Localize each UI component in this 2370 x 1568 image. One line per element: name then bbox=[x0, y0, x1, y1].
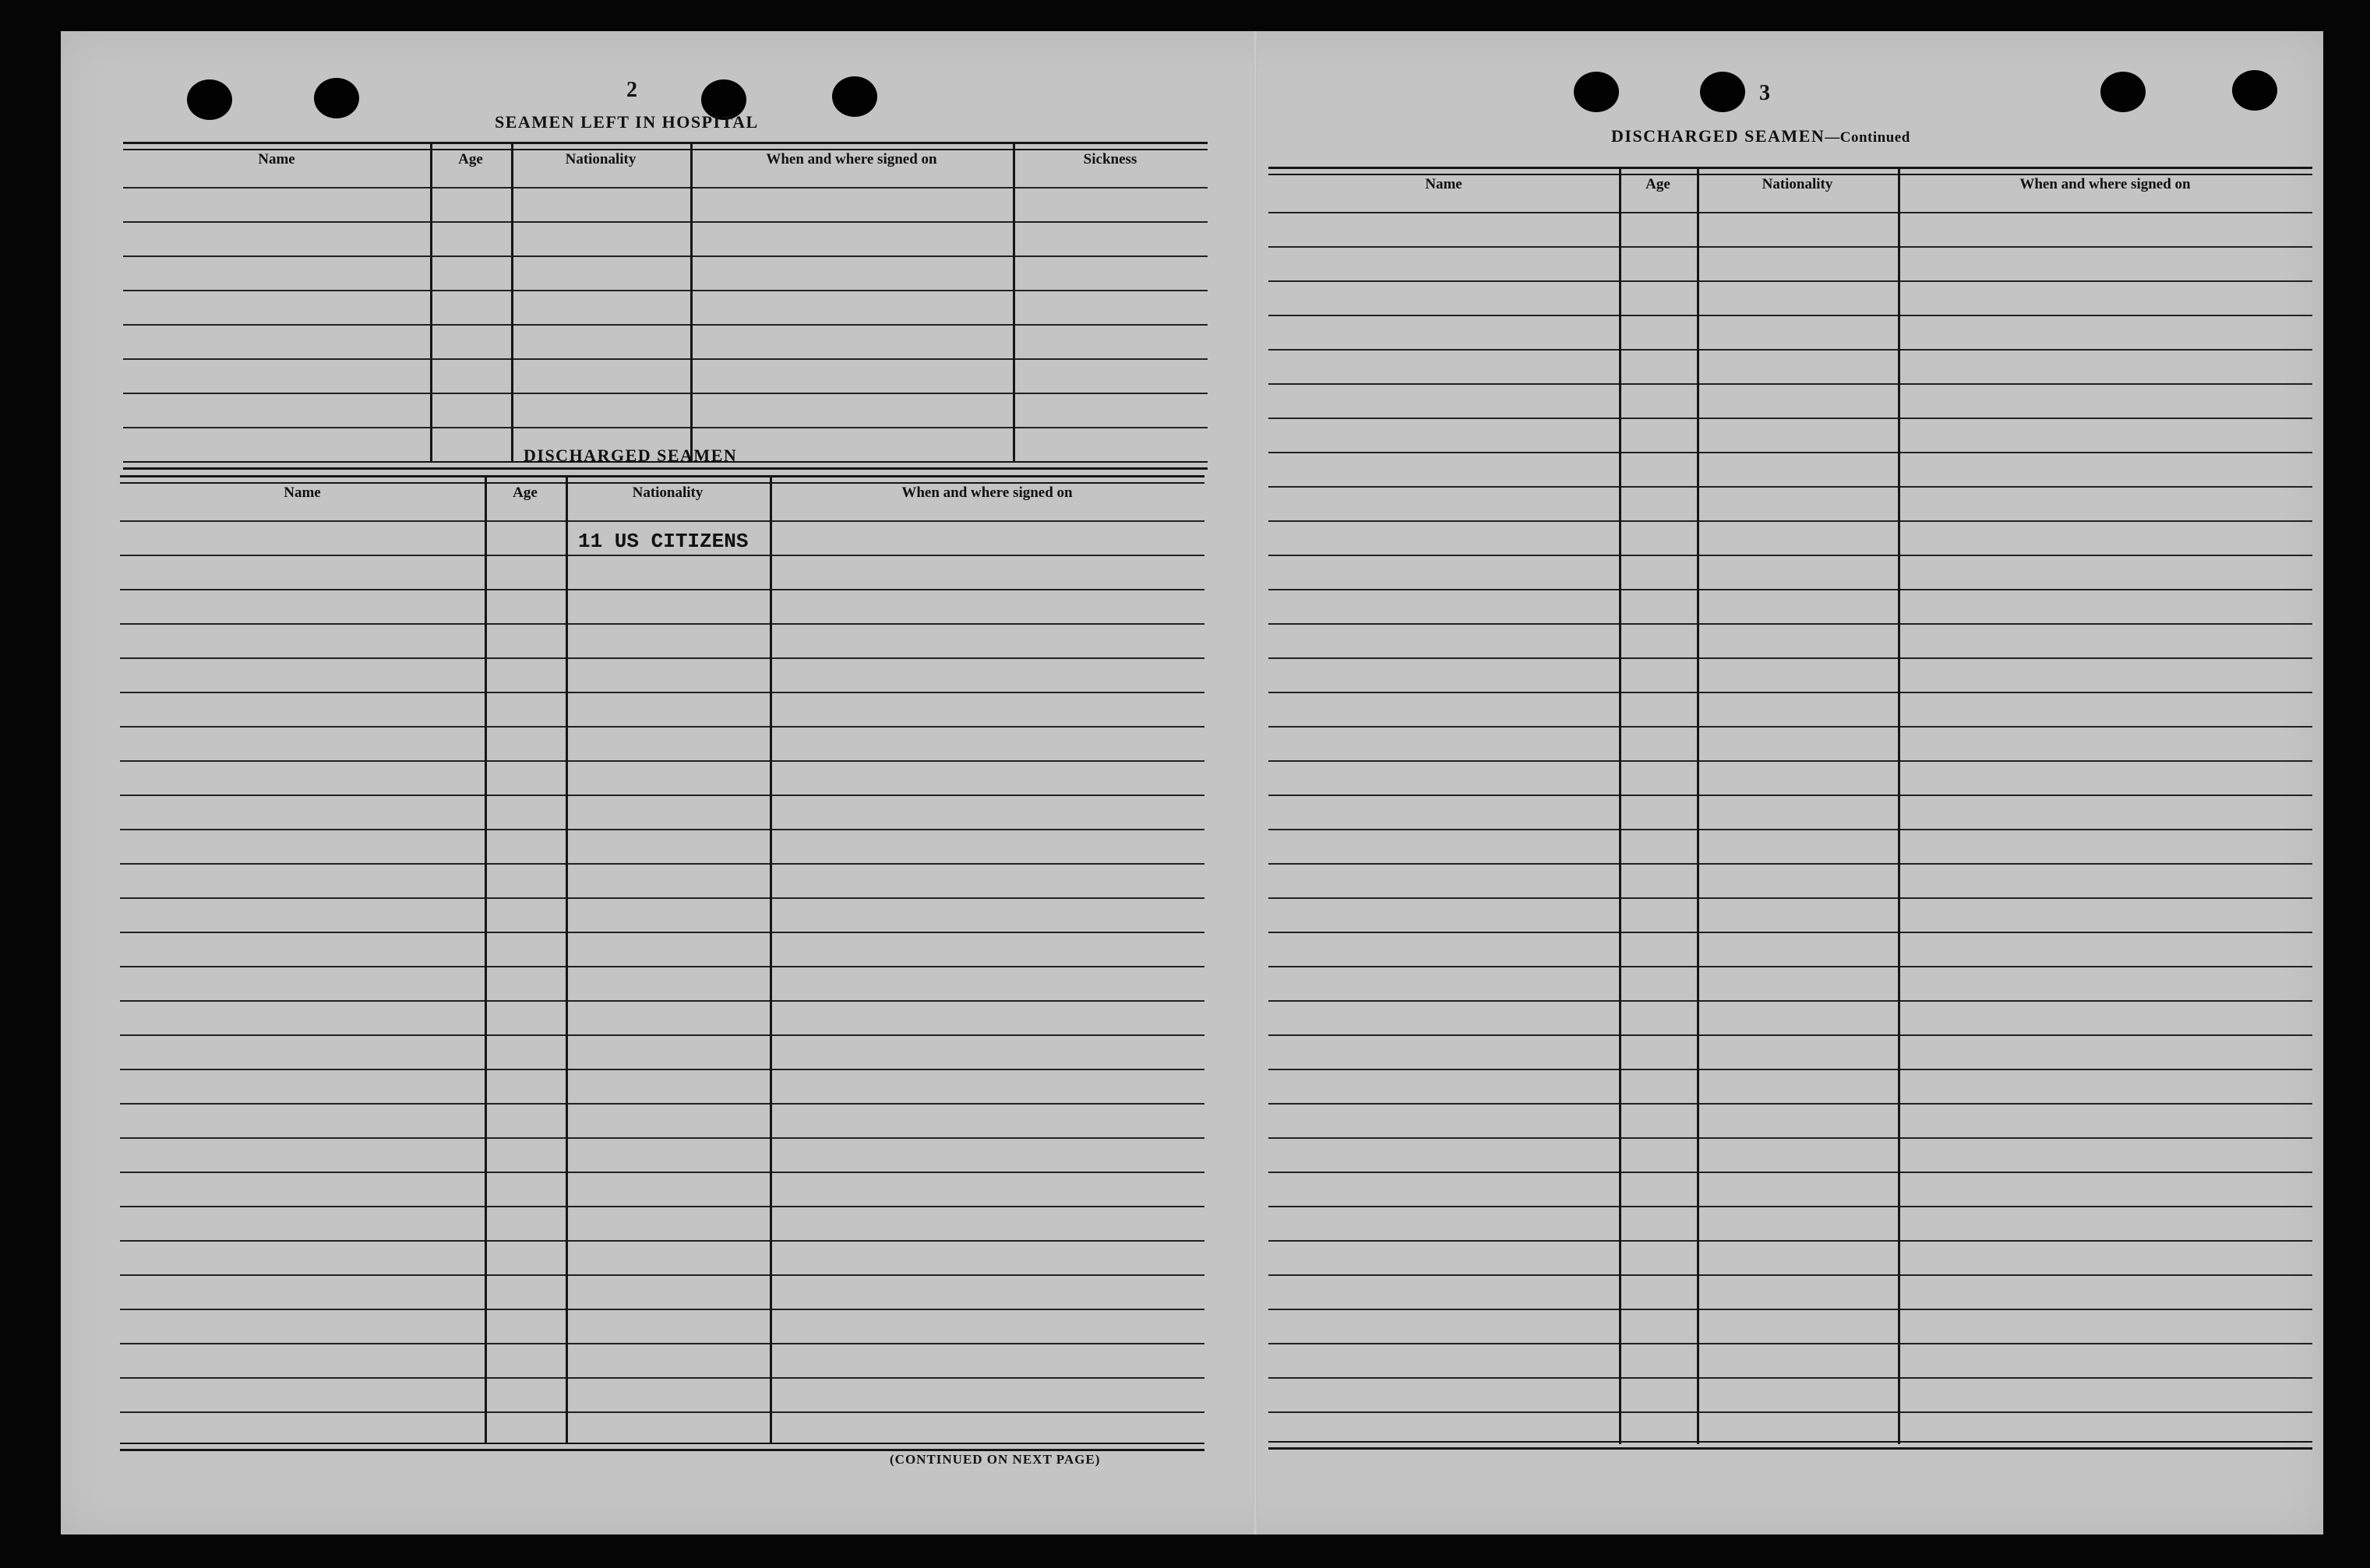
row-line bbox=[120, 555, 1204, 556]
row-line bbox=[123, 187, 1208, 189]
row-line bbox=[120, 1377, 1204, 1379]
hospital-section-title: SEAMEN LEFT IN HOSPITAL bbox=[495, 112, 759, 132]
row-line bbox=[1268, 1069, 2312, 1070]
row-line bbox=[1268, 1034, 2312, 1036]
page-number-left: 2 bbox=[626, 78, 637, 102]
row-line bbox=[120, 1000, 1204, 1002]
row-line bbox=[120, 829, 1204, 830]
discharged-section-title: DISCHARGED SEAMEN bbox=[524, 446, 738, 465]
row-line bbox=[1268, 692, 2312, 693]
column-header-name: Name bbox=[1425, 176, 1462, 192]
row-line bbox=[1268, 1240, 2312, 1242]
column-divider bbox=[770, 475, 772, 1444]
row-line bbox=[1268, 418, 2312, 419]
column-header-name: Name bbox=[284, 484, 321, 501]
row-line bbox=[1268, 1000, 2312, 1002]
row-line bbox=[1268, 383, 2312, 385]
row-line bbox=[1268, 657, 2312, 659]
title-text: DISCHARGED SEAMEN bbox=[1611, 126, 1825, 146]
column-header-nationality: Nationality bbox=[1762, 176, 1833, 192]
column-divider bbox=[430, 142, 432, 463]
nationality-entry: 11 US CITIZENS bbox=[578, 530, 749, 553]
row-line bbox=[1268, 829, 2312, 830]
row-line bbox=[120, 1309, 1204, 1310]
row-line bbox=[120, 897, 1204, 899]
row-line bbox=[120, 1069, 1204, 1070]
table-top-rule bbox=[123, 142, 1208, 150]
column-header-nationality: Nationality bbox=[632, 484, 704, 501]
row-line bbox=[1268, 315, 2312, 316]
document-sheet bbox=[61, 31, 2323, 1535]
column-divider bbox=[1697, 167, 1699, 1444]
column-header-age: Age bbox=[513, 484, 538, 501]
row-line bbox=[120, 623, 1204, 625]
column-divider bbox=[690, 142, 693, 463]
row-line bbox=[120, 1274, 1204, 1276]
row-line bbox=[120, 692, 1204, 693]
row-line bbox=[123, 427, 1208, 428]
row-line bbox=[1268, 1343, 2312, 1344]
row-line bbox=[123, 221, 1208, 223]
row-line bbox=[120, 932, 1204, 933]
column-header-signed-on: When and where signed on bbox=[901, 484, 1073, 501]
row-line bbox=[1268, 349, 2312, 351]
punch-hole bbox=[2232, 70, 2277, 111]
row-line bbox=[120, 1034, 1204, 1036]
row-line bbox=[1268, 452, 2312, 453]
row-line bbox=[120, 1343, 1204, 1344]
discharged-table-right bbox=[1268, 167, 2312, 1444]
punch-hole bbox=[832, 76, 877, 117]
row-line bbox=[120, 589, 1204, 590]
column-header-signed-on: When and where signed on bbox=[766, 151, 937, 167]
row-line bbox=[120, 1411, 1204, 1413]
row-line bbox=[123, 358, 1208, 360]
row-line bbox=[1268, 897, 2312, 899]
row-line bbox=[1268, 726, 2312, 728]
row-line bbox=[123, 393, 1208, 394]
row-line bbox=[1268, 623, 2312, 625]
row-line bbox=[123, 324, 1208, 326]
row-line bbox=[120, 726, 1204, 728]
row-line bbox=[120, 657, 1204, 659]
column-header-sickness: Sickness bbox=[1083, 151, 1137, 167]
row-line bbox=[1268, 760, 2312, 762]
column-divider bbox=[1013, 142, 1015, 463]
row-line bbox=[1268, 1137, 2312, 1139]
row-line bbox=[1268, 863, 2312, 865]
row-line bbox=[1268, 932, 2312, 933]
row-line bbox=[1268, 1377, 2312, 1379]
table-bottom-rule bbox=[120, 1443, 1204, 1451]
row-line bbox=[1268, 555, 2312, 556]
table-top-rule bbox=[1268, 167, 2312, 175]
row-line bbox=[1268, 589, 2312, 590]
row-line bbox=[1268, 486, 2312, 488]
row-line bbox=[123, 290, 1208, 291]
row-line bbox=[1268, 1103, 2312, 1105]
row-line bbox=[120, 1172, 1204, 1173]
punch-hole bbox=[1700, 72, 1745, 112]
page-number-right: 3 bbox=[1759, 81, 1770, 105]
row-line bbox=[123, 255, 1208, 257]
row-line bbox=[120, 520, 1204, 522]
column-header-age: Age bbox=[458, 151, 483, 167]
row-line bbox=[120, 1206, 1204, 1207]
row-line bbox=[120, 1103, 1204, 1105]
table-bottom-rule bbox=[1268, 1441, 2312, 1450]
row-line bbox=[1268, 246, 2312, 248]
punch-hole bbox=[2100, 72, 2146, 112]
center-fold bbox=[1253, 31, 1257, 1535]
row-line bbox=[120, 795, 1204, 796]
row-line bbox=[1268, 1411, 2312, 1413]
table-top-rule bbox=[120, 475, 1204, 484]
discharged-continued-title bbox=[1611, 126, 1910, 146]
column-divider bbox=[511, 142, 513, 463]
column-divider bbox=[566, 475, 568, 1444]
punch-hole bbox=[314, 78, 359, 118]
row-line bbox=[120, 966, 1204, 967]
column-divider bbox=[1619, 167, 1621, 1444]
row-line bbox=[1268, 1206, 2312, 1207]
row-line bbox=[1268, 1309, 2312, 1310]
row-line bbox=[120, 863, 1204, 865]
row-line bbox=[1268, 280, 2312, 282]
row-line bbox=[1268, 520, 2312, 522]
hospital-table bbox=[123, 142, 1208, 467]
row-line bbox=[1268, 1274, 2312, 1276]
row-line bbox=[1268, 212, 2312, 213]
column-header-name: Name bbox=[258, 151, 295, 167]
row-line bbox=[1268, 795, 2312, 796]
punch-hole bbox=[1574, 72, 1619, 112]
discharged-table-left bbox=[120, 475, 1204, 1464]
row-line bbox=[120, 760, 1204, 762]
column-header-age: Age bbox=[1645, 176, 1670, 192]
column-header-signed-on: When and where signed on bbox=[2019, 176, 2191, 192]
column-divider bbox=[1898, 167, 1900, 1444]
column-divider bbox=[485, 475, 487, 1444]
punch-hole bbox=[187, 79, 232, 120]
column-header-nationality: Nationality bbox=[565, 151, 637, 167]
row-line bbox=[1268, 1172, 2312, 1173]
row-line bbox=[120, 1240, 1204, 1242]
title-suffix: —Continued bbox=[1825, 129, 1910, 146]
continued-note: (CONTINUED ON NEXT PAGE) bbox=[890, 1452, 1101, 1467]
row-line bbox=[120, 1137, 1204, 1139]
row-line bbox=[1268, 966, 2312, 967]
